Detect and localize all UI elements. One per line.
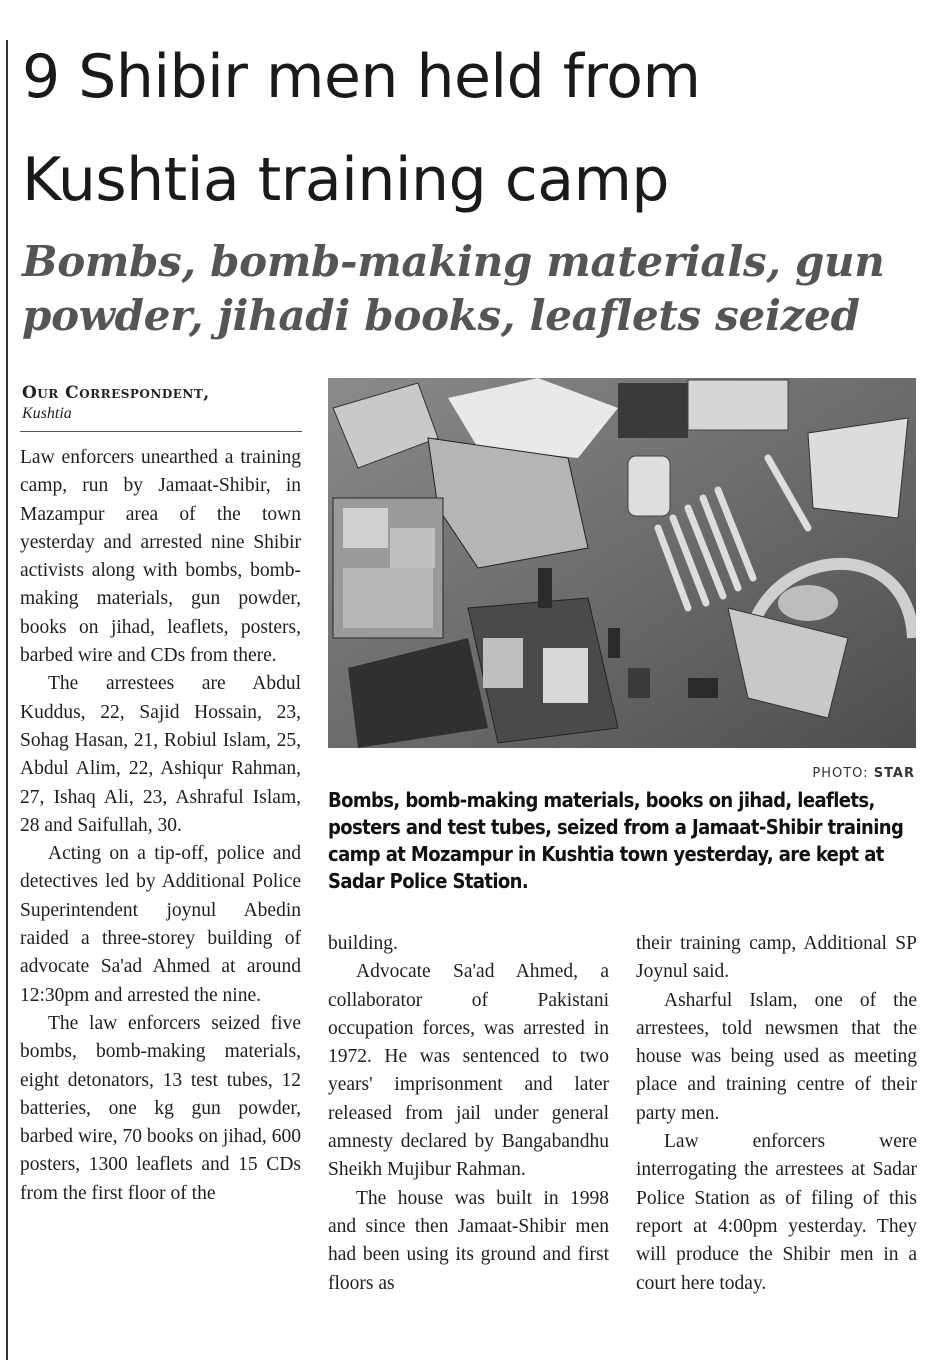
seized-items-photo-illustration bbox=[328, 378, 916, 748]
byline: Our Correspondent, bbox=[22, 383, 210, 403]
photo-credit-source: STAR bbox=[873, 766, 915, 781]
headline-line-2: Kushtia training camp bbox=[22, 145, 670, 215]
article-column-3 bbox=[636, 930, 917, 1298]
photo-credit-label: PHOTO: bbox=[812, 766, 869, 781]
article-column-2 bbox=[328, 930, 609, 1298]
byline-divider bbox=[20, 431, 302, 432]
paragraph-7: Asharful Islam, one of the arrestees, told newsmen that the house was being used as meeting place and training centre of their party men. bbox=[636, 989, 917, 1124]
paragraph-8: Law enforcers were interrogating the arrestees at Sadar Police Station as of filing of this report at 4:00pm yesterday. They will produce the Shibir men in a court here today. bbox=[636, 1131, 917, 1294]
photo-caption: Bombs, bomb-making materials, books on jihad, leaflets, posters and test tubes, seized from a Jamaat-Shibir training camp at Mozampur in Kushtia town yesterday, are kept at Sadar Police Station. bbox=[328, 788, 904, 893]
dateline: Kushtia bbox=[22, 405, 72, 422]
paragraph-3: Acting on a tip-off, police and detectives led by Additional Police Superintendent joynul Abedin raided a three-storey building of advocate Sa'ad Ahmed at around 12:30pm and arrested the nine. bbox=[20, 843, 301, 1006]
paragraph-6: The house was built in 1998 and since then Jamaat-Shibir men had been using its ground and first floors as bbox=[328, 1187, 609, 1294]
headline bbox=[22, 26, 922, 232]
subheadline bbox=[22, 235, 922, 343]
paragraph-5: Advocate Sa'ad Ahmed, a collaborator of Pakistani occupation forces, was arrested in 1972. He was sentenced to two years' imprisonment and later released from jail under general amnesty declared by Bangabandhu Sheikh Mujibur Rahman. bbox=[328, 961, 609, 1181]
paragraph-2: The arrestees are Abdul Kuddus, 22, Sajid Hossain, 23, Sohag Hasan, 21, Robiul Islam, 25, Abdul Alim, 22, Ashiqur Rahman, 27, Ishaq Ali, 23, Ashraful Islam, 28 and Saifullah, 30. bbox=[20, 673, 301, 836]
subheadline-line-1: Bombs, bomb-making materials, gun bbox=[22, 237, 885, 286]
article-column-1 bbox=[20, 444, 301, 1208]
column-rule bbox=[6, 40, 8, 1360]
subheadline-line-2: powder, jihadi books, leaflets seized bbox=[22, 291, 860, 340]
headline-line-1: 9 Shibir men held from bbox=[22, 42, 701, 112]
photo-credit bbox=[812, 766, 915, 781]
paragraph-4-continued: building. bbox=[328, 933, 398, 954]
paragraph-4: The law enforcers seized five bombs, bomb-making materials, eight detonators, 13 test tubes, 12 batteries, one kg gun powder, barbed wire, 70 books on jihad, 600 posters, 1300 leaflets and 15 CDs from the first floor of the bbox=[20, 1012, 301, 1204]
paragraph-1: Law enforcers unearthed a training camp, run by Jamaat-Shibir, in Mazampur area of the town yesterday and arrested nine Shibir activists along with bombs, bomb- making materials, gun powder, books on jihad, leaflets, posters, barbed wire and CDs from there. bbox=[20, 447, 301, 667]
news-photo bbox=[328, 378, 916, 748]
paragraph-6-continued: their training camp, Additional SP Joynul said. bbox=[636, 933, 917, 983]
